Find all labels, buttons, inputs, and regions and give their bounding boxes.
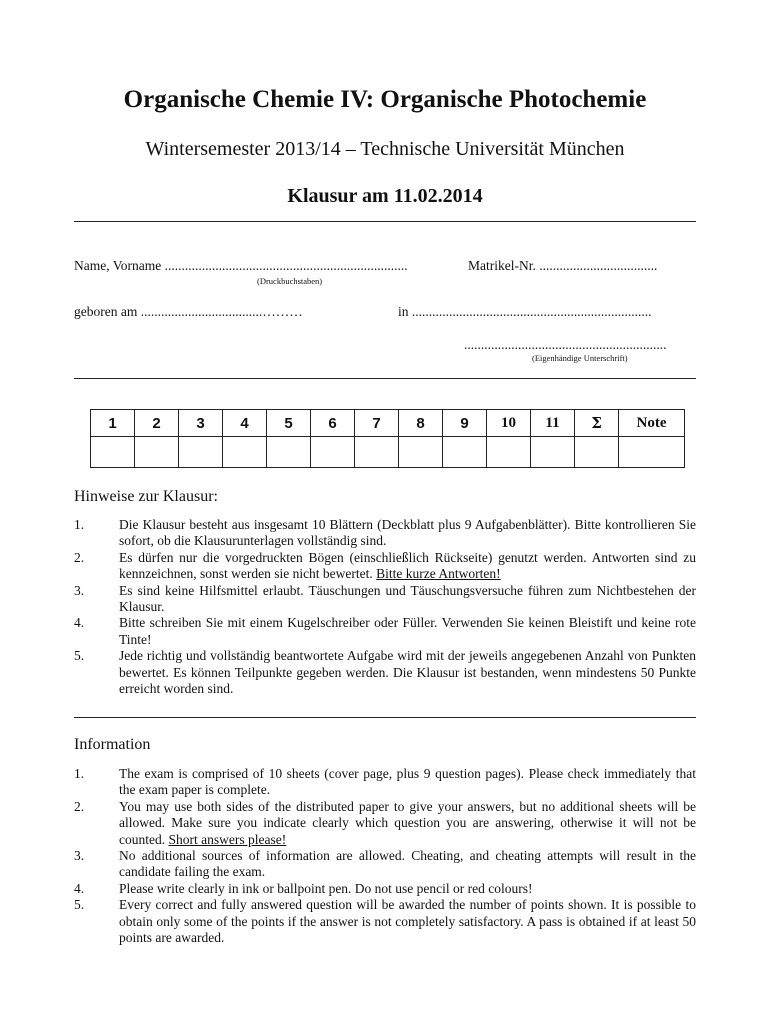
page-title: Organische Chemie IV: Organische Photochemie bbox=[123, 86, 647, 113]
grade-cell bbox=[619, 437, 685, 468]
birthdate-field-label: geboren am ....................................……… bbox=[74, 304, 303, 319]
list-item-number: 5. bbox=[74, 897, 85, 913]
list-item-number: 1. bbox=[74, 766, 85, 781]
list-item-text: Es dürfen nur die vorgedruckten Bögen (einschließlich Rückseite) genutzt werden. Antworten sind zu kennzeichnen, sonst werden sie nicht bewertet. bbox=[119, 549, 696, 582]
score-header-cell: 11 bbox=[531, 410, 575, 437]
score-entry-cell bbox=[443, 437, 487, 468]
score-entry-cell bbox=[267, 437, 311, 468]
score-header-cell: 6 bbox=[311, 410, 355, 437]
list-item-number: 3. bbox=[74, 582, 85, 598]
list-item bbox=[74, 550, 696, 583]
list-item bbox=[74, 583, 696, 616]
name-field-hint: (Druckbuchstaben) bbox=[257, 276, 323, 286]
score-entry-cell bbox=[399, 437, 443, 468]
score-entry-cell bbox=[355, 437, 399, 468]
list-item-text: You may use both sides of the distributed paper to give your answers, but no additional sheets will be allowed. Make sure you indicate clearly which question you are answering, otherwise it will not be counted. bbox=[119, 798, 696, 847]
list-item-text: Every correct and fully answered question will be awarded the number of points shown. It is possible to obtain only some of the points if the answer is not completely satisfactory. A pass is obtained if at least 50 points are awarded. bbox=[119, 897, 696, 946]
list-item bbox=[74, 615, 696, 648]
list-item-number: 1. bbox=[74, 517, 85, 532]
list-item bbox=[74, 517, 696, 550]
score-entry-cell bbox=[179, 437, 223, 468]
score-header-cell: 2 bbox=[135, 410, 179, 437]
list-item bbox=[74, 648, 696, 697]
list-item-text: Die Klausur besteht aus insgesamt 10 Blättern (Deckblatt plus 9 Aufgabenblätter). Bitte kontrollieren Sie sofort, ob die Klausurunterlagen vollständig sind. bbox=[119, 517, 696, 549]
list-item-number: 4. bbox=[74, 880, 85, 896]
list-item bbox=[74, 766, 696, 799]
score-header-cell: 1 bbox=[91, 410, 135, 437]
name-field-label: Name, Vorname ........................................................................ bbox=[74, 258, 408, 273]
score-header-cell: 7 bbox=[355, 410, 399, 437]
list-item bbox=[74, 897, 696, 946]
list-item-text: The exam is comprised of 10 sheets (cover page, plus 9 question pages). Please check immediately that the exam paper is complete. bbox=[119, 766, 696, 798]
list-item bbox=[74, 848, 696, 881]
score-total-cell bbox=[575, 437, 619, 468]
divider bbox=[74, 221, 696, 222]
score-header-cell: 4 bbox=[223, 410, 267, 437]
signature-line: ............................................................ bbox=[464, 337, 667, 352]
score-total-header: Σ bbox=[575, 410, 619, 437]
semester-subtitle: Wintersemester 2013/14 – Technische Universität München bbox=[145, 138, 625, 160]
score-entry-cell bbox=[91, 437, 135, 468]
score-table-entry-row bbox=[91, 437, 685, 468]
score-entry-cell bbox=[311, 437, 355, 468]
list-item-number: 5. bbox=[74, 648, 85, 664]
list-item-number: 2. bbox=[74, 549, 85, 565]
score-header-cell: 10 bbox=[487, 410, 531, 437]
score-header-cell: 8 bbox=[399, 410, 443, 437]
hinweise-list bbox=[74, 517, 696, 697]
score-entry-cell bbox=[223, 437, 267, 468]
list-item-text: Jede richtig und vollständig beantwortete Aufgabe wird mit der jeweils angegebenen Anzahl von Punkten bewertet. Es können Teilpunkte gegeben werden. Die Klausur ist bestanden, wenn mindestens 50 Punkte erreicht worden sind. bbox=[119, 648, 696, 697]
list-item-text: No additional sources of information are allowed. Cheating, and cheating attempts will result in the candidate failing the exam. bbox=[119, 848, 696, 880]
grade-header: Note bbox=[619, 410, 685, 437]
score-header-cell: 3 bbox=[179, 410, 223, 437]
short-answers-emphasis: Short answers please! bbox=[168, 831, 287, 847]
score-entry-cell bbox=[135, 437, 179, 468]
matrikel-field-label: Matrikel-Nr. ................................... bbox=[468, 258, 658, 273]
score-header-cell: 9 bbox=[443, 410, 487, 437]
hinweise-heading: Hinweise zur Klausur: bbox=[74, 488, 218, 505]
score-table-header-row bbox=[91, 410, 685, 437]
list-item-number: 2. bbox=[74, 798, 85, 814]
list-item-number: 3. bbox=[74, 848, 85, 864]
score-entry-cell bbox=[531, 437, 575, 468]
list-item-text: Please write clearly in ink or ballpoint pen. Do not use pencil or red colours! bbox=[119, 880, 533, 896]
information-heading: Information bbox=[74, 736, 151, 753]
score-entry-cell bbox=[487, 437, 531, 468]
list-item-number: 4. bbox=[74, 615, 85, 631]
exam-date-heading: Klausur am 11.02.2014 bbox=[287, 185, 483, 207]
score-header-cell: 5 bbox=[267, 410, 311, 437]
birthplace-field-label: in ....................................................................... bbox=[398, 304, 652, 319]
score-table bbox=[90, 409, 685, 468]
information-list bbox=[74, 766, 696, 946]
list-item-text: Es sind keine Hilfsmittel erlaubt. Täuschungen und Täuschungsversuche führen zum Nichtbestehen der Klausur. bbox=[119, 582, 696, 615]
short-answers-emphasis: Bitte kurze Antworten! bbox=[376, 566, 501, 582]
divider bbox=[74, 717, 696, 718]
list-item-text: Bitte schreiben Sie mit einem Kugelschreiber oder Füller. Verwenden Sie keinen Bleistift und keine rote Tinte! bbox=[119, 615, 696, 647]
divider bbox=[74, 378, 696, 379]
signature-hint: (Eigenhändige Unterschrift) bbox=[532, 353, 628, 363]
list-item bbox=[74, 881, 696, 897]
list-item bbox=[74, 799, 696, 848]
